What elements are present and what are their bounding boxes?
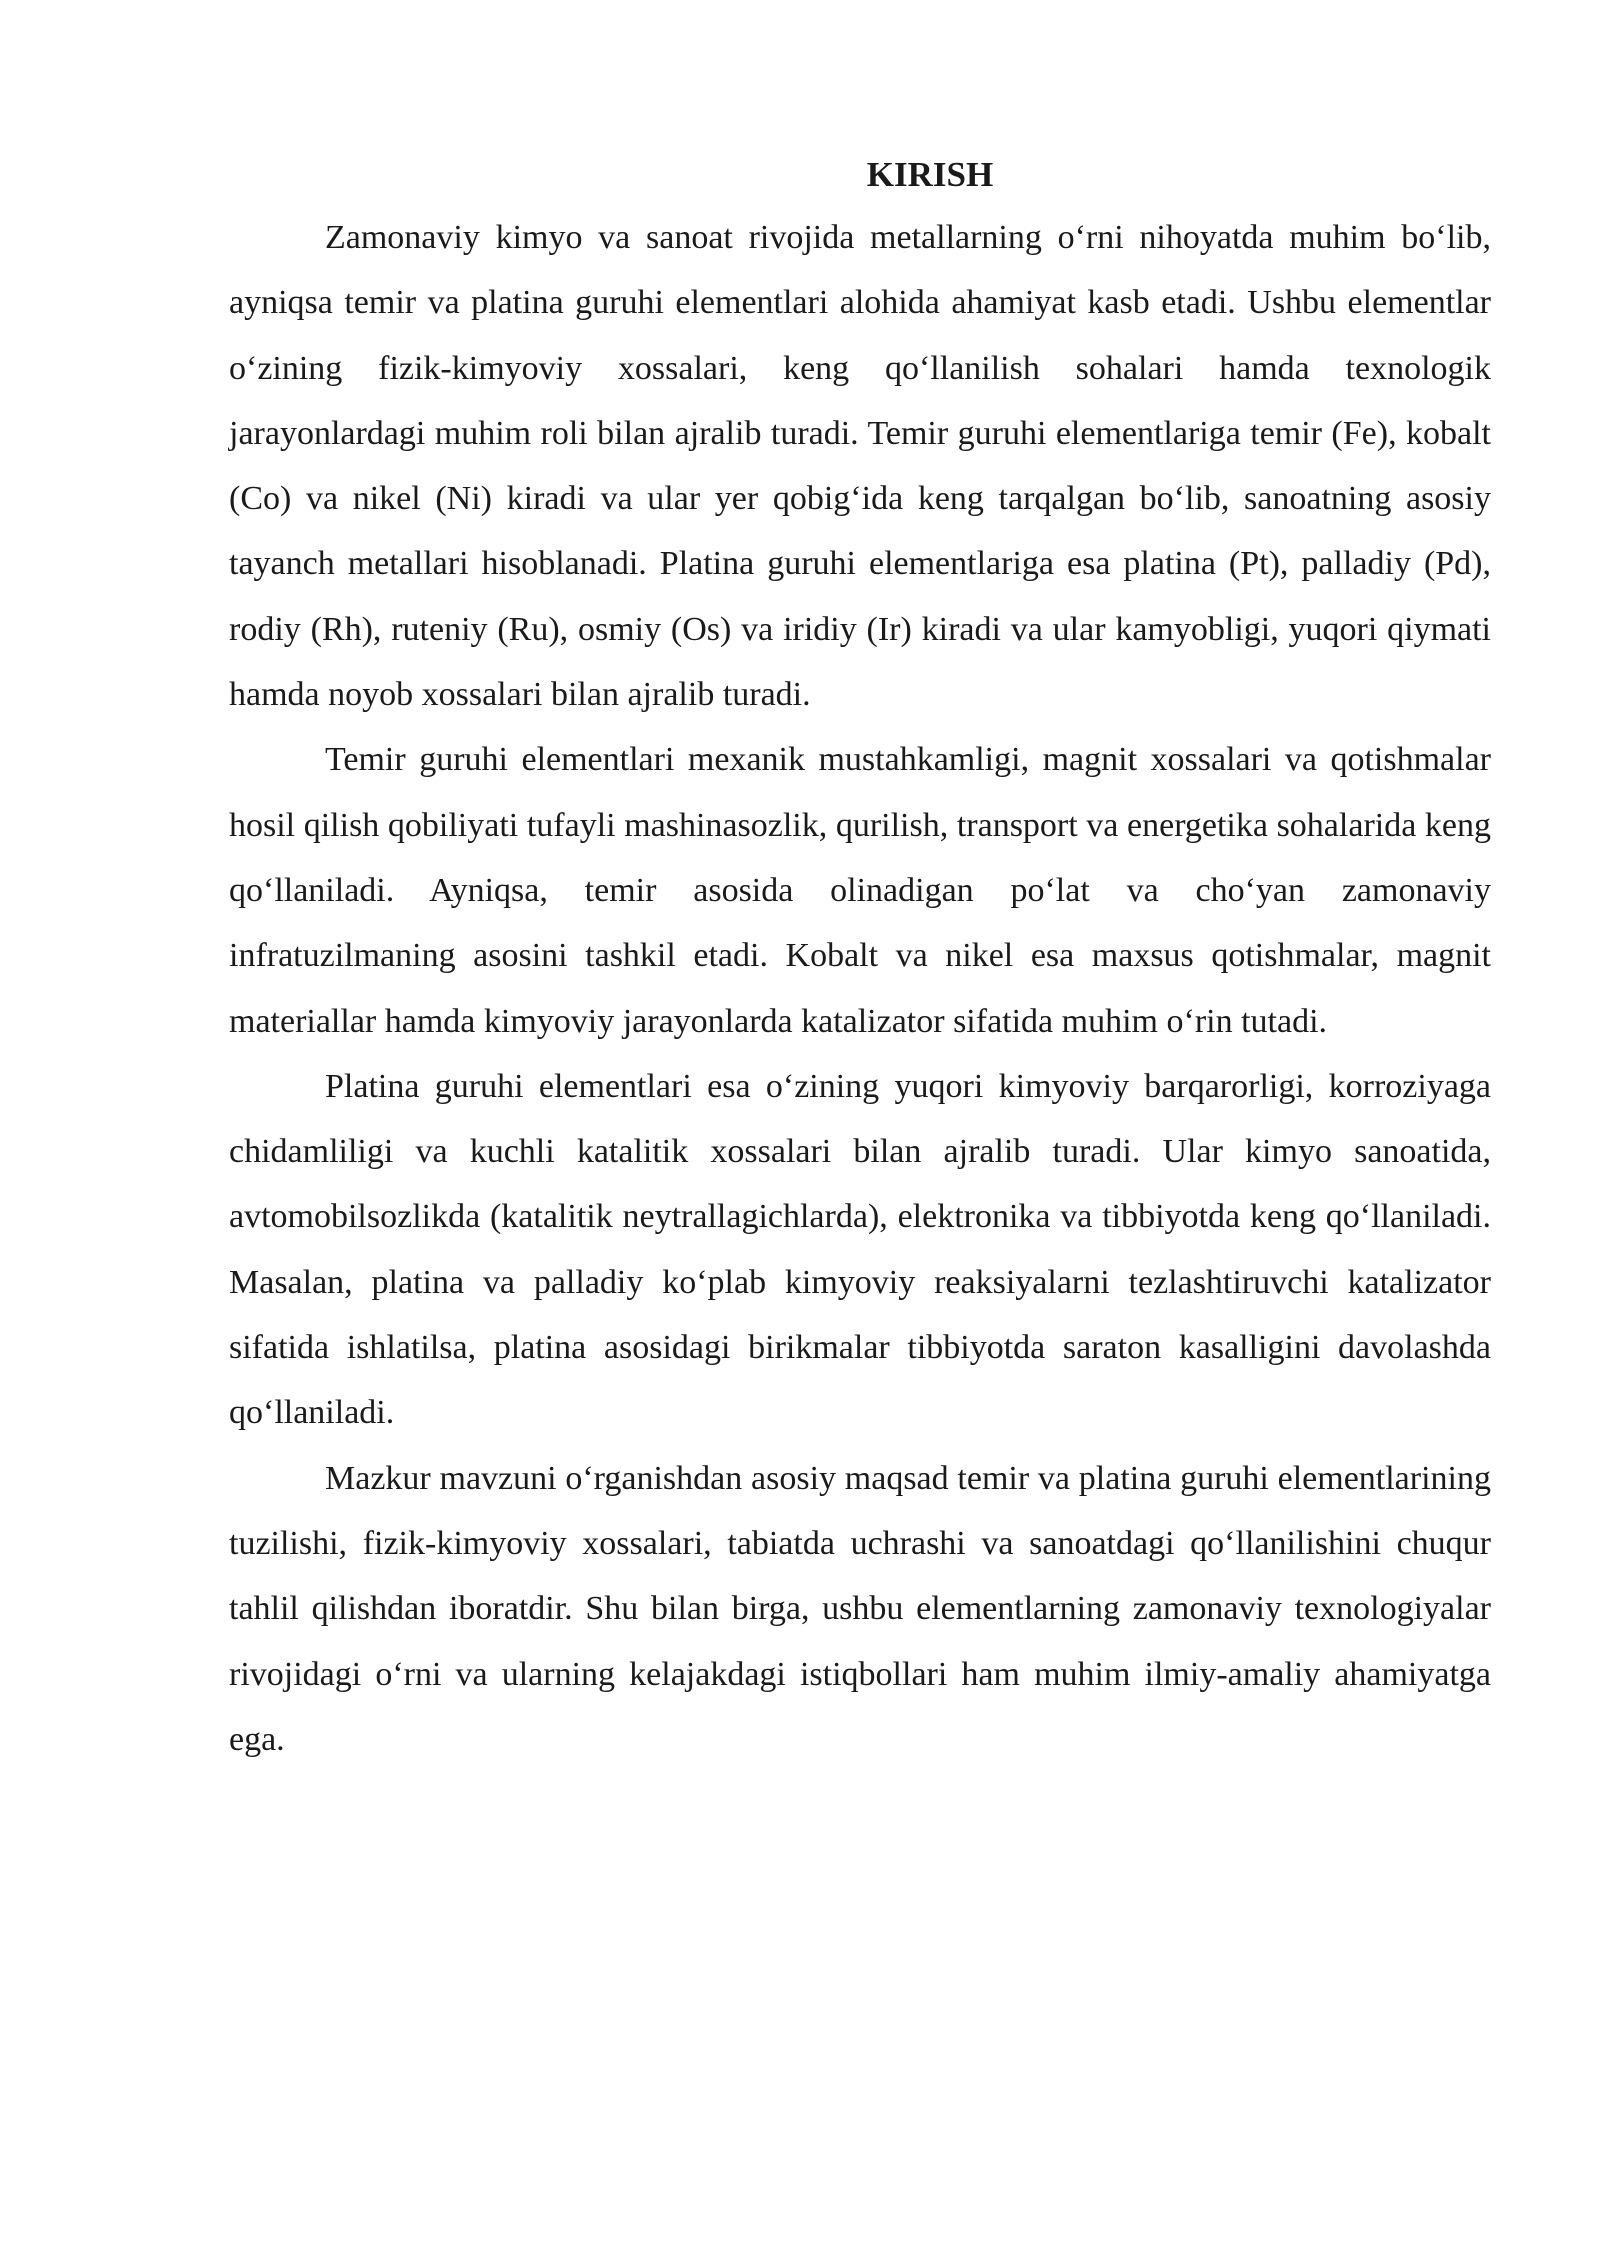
paragraph-1: Zamonaviy kimyo va sanoat rivojida metallarning o‘rni nihoyatda muhim bo‘lib, ayniqsa temir va platina guruhi elementlari alohida ahamiyat kasb etadi. Ushbu elementlar o‘zining fizik-kimyoviy xossalari, keng qo‘llanilish sohalari hamda texnologik jarayonlardagi muhim roli bilan ajralib turadi. Temir guruhi elementlariga temir (Fe), kobalt (Co) va nikel (Ni) kiradi va ular yer qobig‘ida keng tarqalgan bo‘lib, sanoatning asosiy tayanch metallari hisoblanadi. Platina guruhi elementlariga esa platina (Pt), palladiy (Pd), rodiy (Rh), ruteniy (Ru), osmiy (Os) va iridiy (Ir) kiradi va ular kamyobligi, yuqori qiymati hamda noyob xossalari bilan ajralib turadi. [229, 219, 1491, 714]
document-page [229, 145, 1491, 1772]
page-title: KIRISH [866, 155, 994, 194]
paragraph-2: Temir guruhi elementlari mexanik mustahkamligi, magnit xossalari va qotishmalar hosil qilish qobiliyati tufayli mashinasozlik, qurilish, transport va energetika sohalarida keng qo‘llaniladi. Ayniqsa, temir asosida olinadigan po‘lat va cho‘yan zamonaviy infratuzilmaning asosini tashkil etadi. Kobalt va nikel esa maxsus qotishmalar, magnit materiallar hamda kimyoviy jarayonlarda katalizator sifatida muhim o‘rin tutadi. [229, 741, 1491, 1040]
paragraph-3: Platina guruhi elementlari esa o‘zining yuqori kimyoviy barqarorligi, korroziyaga chidamliligi va kuchli katalitik xossalari bilan ajralib turadi. Ular kimyo sanoatida, avtomobilsozlikda (katalitik neytrallagichlarda), elektronika va tibbiyotda keng qo‘llaniladi. Masalan, platina va palladiy ko‘plab kimyoviy reaksiyalarni tezlashtiruvchi katalizator sifatida ishlatilsa, platina asosidagi birikmalar tibbiyotda saraton kasalligini davolashda qo‘llaniladi. [229, 1067, 1491, 1432]
paragraph-4: Mazkur mavzuni o‘rganishdan asosiy maqsad temir va platina guruhi elementlarining tuzilishi, fizik-kimyoviy xossalari, tabiatda uchrashi va sanoatdagi qo‘llanilishini chuqur tahlil qilishdan iboratdir. Shu bilan birga, ushbu elementlarning zamonaviy texnologiyalar rivojidagi o‘rni va ularning kelajakdagi istiqbollari ham muhim ilmiy-amaliy ahamiyatga ega. [229, 1459, 1491, 1758]
